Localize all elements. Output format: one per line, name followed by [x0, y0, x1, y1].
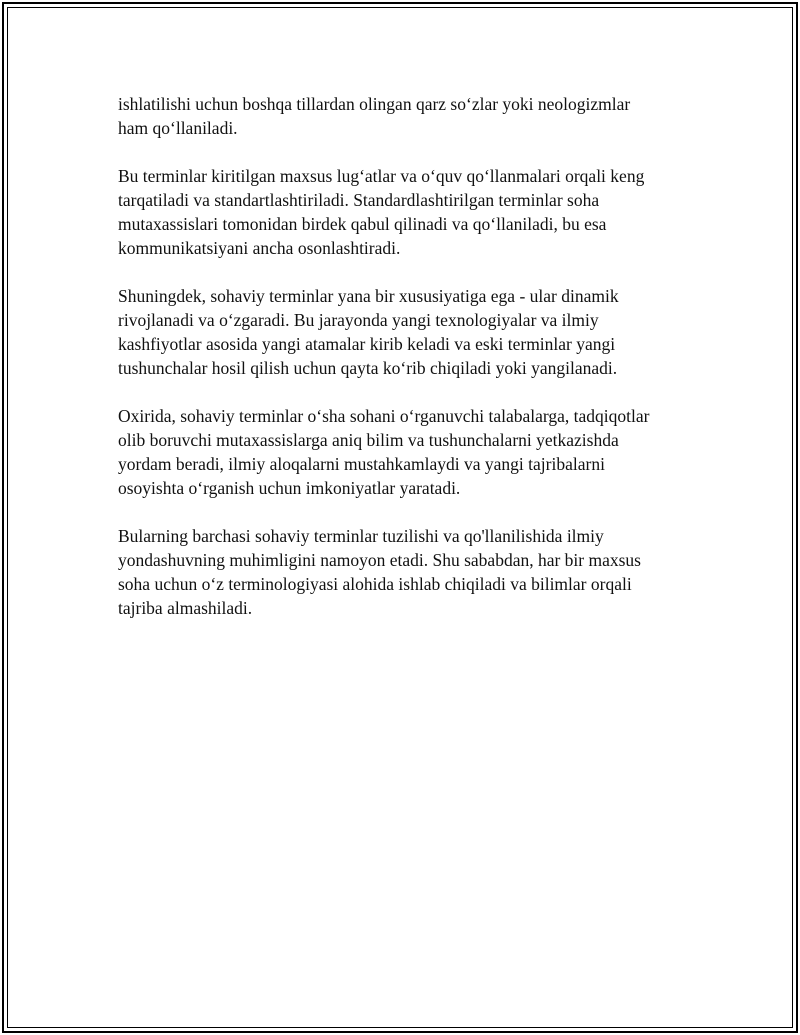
paragraph-line: kommunikatsiyani ancha osonlashtiradi.: [118, 238, 401, 258]
paragraph-5: [118, 524, 698, 620]
paragraph-line: ham qo‘llaniladi.: [118, 118, 238, 138]
paragraph-line: ishlatilishi uchun boshqa tillardan olingan qarz so‘zlar yoki neologizmlar: [118, 94, 631, 114]
paragraph-line: osoyishta o‘rganish uchun imkoniyatlar yaratadi.: [118, 478, 461, 498]
paragraph-line: Bularning barchasi sohaviy terminlar tuzilishi va qo'llanilishida ilmiy: [118, 526, 604, 546]
paragraph-line: yondashuvning muhimligini namoyon etadi. Shu sababdan, har bir maxsus: [118, 550, 641, 570]
paragraph-line: Shuningdek, sohaviy terminlar yana bir xususiyatiga ega - ular dinamik: [118, 286, 619, 306]
paragraph-2: [118, 164, 698, 260]
document-body: [118, 92, 698, 644]
paragraph-line: yordam beradi, ilmiy aloqalarni mustahkamlaydi va yangi tajribalarni: [118, 454, 605, 474]
paragraph-line: mutaxassislari tomonidan birdek qabul qilinadi va qo‘llaniladi, bu esa: [118, 214, 607, 234]
paragraph-line: tushunchalar hosil qilish uchun qayta ko‘rib chiqiladi yoki yangilanadi.: [118, 358, 618, 378]
paragraph-1: [118, 92, 698, 140]
paragraph-line: olib boruvchi mutaxassislarga aniq bilim va tushunchalarni yetkazishda: [118, 430, 619, 450]
paragraph-4: [118, 404, 698, 500]
paragraph-line: tajriba almashiladi.: [118, 598, 253, 618]
paragraph-line: soha uchun o‘z terminologiyasi alohida ishlab chiqiladi va bilimlar orqali: [118, 574, 632, 594]
paragraph-line: Oxirida, sohaviy terminlar o‘sha sohani o‘rganuvchi talabalarga, tadqiqotlar: [118, 406, 650, 426]
paragraph-line: rivojlanadi va o‘zgaradi. Bu jarayonda yangi texnologiyalar va ilmiy: [118, 310, 599, 330]
paragraph-3: [118, 284, 698, 380]
paragraph-line: kashfiyotlar asosida yangi atamalar kirib keladi va eski terminlar yangi: [118, 334, 616, 354]
paragraph-line: Bu terminlar kiritilgan maxsus lug‘atlar va o‘quv qo‘llanmalari orqali keng: [118, 166, 645, 186]
paragraph-line: tarqatiladi va standartlashtiriladi. Standardlashtirilgan terminlar soha: [118, 190, 600, 210]
